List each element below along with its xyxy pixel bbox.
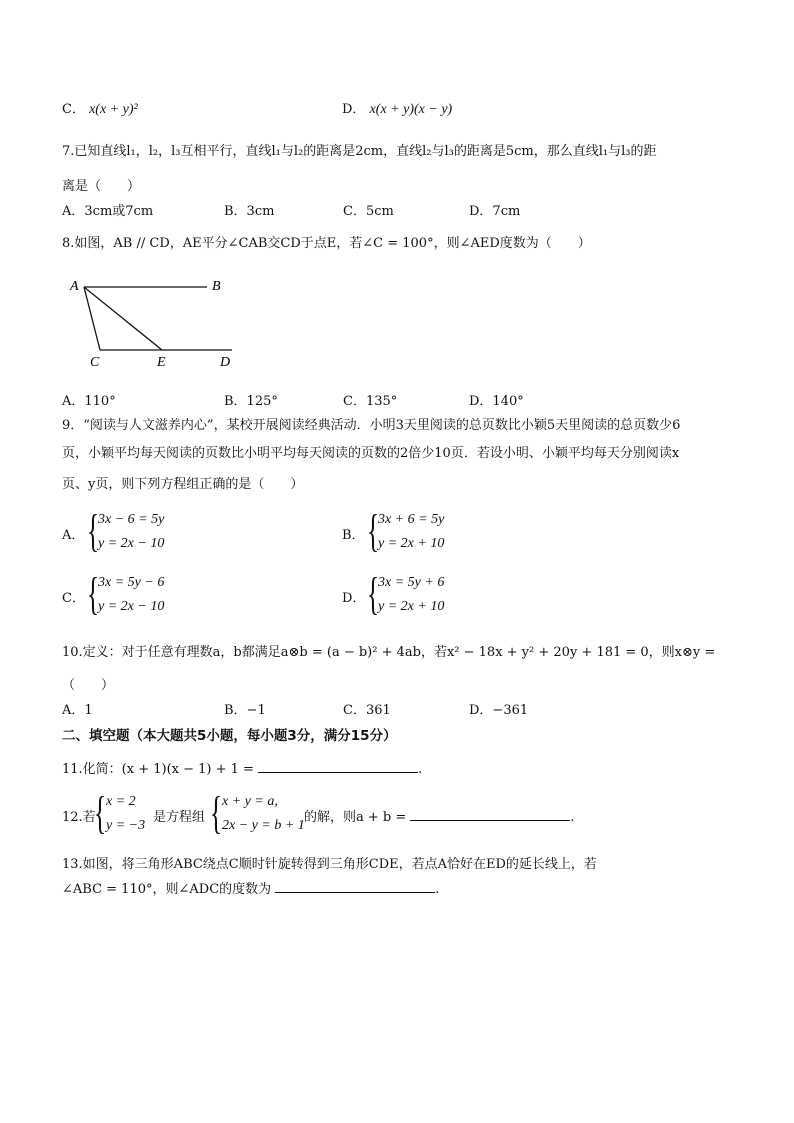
q9-option-d-brace: { [367,568,380,619]
q9-option-a [62,505,262,558]
q9-option-a-label: A． [62,528,85,543]
q11-answer-blank[interactable] [258,760,418,773]
q6-option-c-label: C． [62,102,85,117]
q6-option-c [62,98,138,118]
q13-stem-line2 [62,878,439,897]
q7-option-c: C．5cm [343,204,394,219]
q9-option-b [342,505,542,558]
q10-option-c: C．361 [343,703,391,718]
q9-option-d-eq1: 3x = 5y + 6 [378,575,445,590]
q10-option-b: B．−1 [224,703,266,718]
q8-label-a: A [70,279,79,294]
q12-middle: 是方程组 [153,810,206,825]
q9-option-b-eq2: y = 2x + 10 [378,536,445,551]
q9-option-c-label: C． [62,591,85,606]
q8-option-b: B．125° [224,394,278,409]
q9-option-c-eq1: 3x = 5y − 6 [98,575,165,590]
q7-option-d: D．7cm [469,204,521,219]
q8-option-c: C．135° [343,394,398,409]
q8-label-b: B [212,279,221,294]
section2-heading: 二、填空题（本大题共5小题，每小题3分，满分15分） [62,728,397,744]
q13-stem-line1: 13.如图，将三角形ABC绕点C顺时针旋转得到三角形CDE，若点A恰好在ED的延长线上，若 [62,857,597,872]
q13-end: . [435,882,440,897]
q9-option-d-eq2: y = 2x + 10 [378,599,445,614]
q7-stem-line2: 离是（ ） [62,179,141,194]
q12-line [62,787,622,840]
q11-text: 11.化简：(x + 1)(x − 1) + 1 = [62,762,254,777]
q9-option-a-brace: { [87,505,100,556]
q12-end: . [570,810,575,825]
q9-option-d-label: D． [342,591,366,606]
q11-end: . [418,762,423,777]
q8-label-c: C [90,355,100,370]
q6-option-d-expr: x(x + y)(x − y) [369,102,453,117]
q6-option-d-label: D． [342,102,366,117]
q9-option-b-brace: { [367,505,380,556]
q7-option-a: A．3cm或7cm [62,204,154,219]
q8-option-d: D．140° [469,394,524,409]
q10-stem-line2: （ ） [62,678,115,693]
q6-option-c-expr: x(x + y)² [89,102,138,117]
q8-line-ac [84,287,100,350]
q9-option-b-eq1: 3x + 6 = 5y [378,512,445,527]
q12-sys1-eq2: y = −3 [106,818,146,833]
q8-label-e: E [157,355,166,370]
q10-option-d: D．−361 [469,703,529,718]
q12-prefix: 12.若 [62,810,96,825]
q8-label-d: D [220,355,231,370]
q8-line-ae [84,287,162,350]
q12-suffix: 的解，则a + b = [304,810,407,825]
q9-option-a-eq2: y = 2x − 10 [98,536,165,551]
q8-option-a: A．110° [62,394,116,409]
q8-stem: 8.如图，AB // CD，AE平分∠CAB交CD于点E，若∠C = 100°，则∠AED度数为（ ） [62,236,591,251]
q12-brace2: { [210,787,223,838]
q9-option-d [342,568,542,621]
q8-figure [62,270,242,370]
q9-option-b-label: B． [342,528,365,543]
q12-brace1: { [94,787,107,838]
q7-option-b: B．3cm [224,204,275,219]
q12-sys1-eq1: x = 2 [106,794,136,809]
q7-stem-line1: 7.已知直线l₁，l₂，l₃互相平行，直线l₁与l₂的距离是2cm，直线l₂与l₃的距离是5cm，那么直线l₁与l₃的距 [62,144,657,159]
q9-option-c-brace: { [87,568,100,619]
q10-option-a: A．1 [62,703,93,718]
q10-stem-line1: 10.定义：对于任意有理数a，b都满足a⊗b = (a − b)² + 4ab，若x² − 18x + y² + 20y + 181 = 0，则x⊗y = [62,645,716,660]
q12-sys2-eq1: x + y = a, [222,794,278,809]
q9-option-a-eq1: 3x − 6 = 5y [98,512,165,527]
q9-option-c-eq2: y = 2x − 10 [98,599,165,614]
q12-answer-blank[interactable] [410,808,570,821]
q12-sys2-eq2: 2x − y = b + 1 [222,818,305,833]
q6-option-d [342,98,452,118]
q9-stem-line2: 页，小颖平均每天阅读的页数比小明平均每天阅读的页数的2倍少10页．若设小明、小颖平均每天分别阅读x [62,446,680,461]
q13-answer-blank[interactable] [275,880,435,893]
q9-stem-line1: 9．“阅读与人文滋养内心”，某校开展阅读经典活动．小明3天里阅读的总页数比小颖5天里阅读的总页数少6 [62,418,681,433]
q12-suffix-wrap [304,806,575,825]
q9-stem-line3: 页、y页，则下列方程组正确的是（ ） [62,477,304,492]
q11-line [62,758,422,777]
q9-option-c [62,568,262,621]
q13-text: ∠ABC = 110°，则∠ADC的度数为 [62,882,272,897]
